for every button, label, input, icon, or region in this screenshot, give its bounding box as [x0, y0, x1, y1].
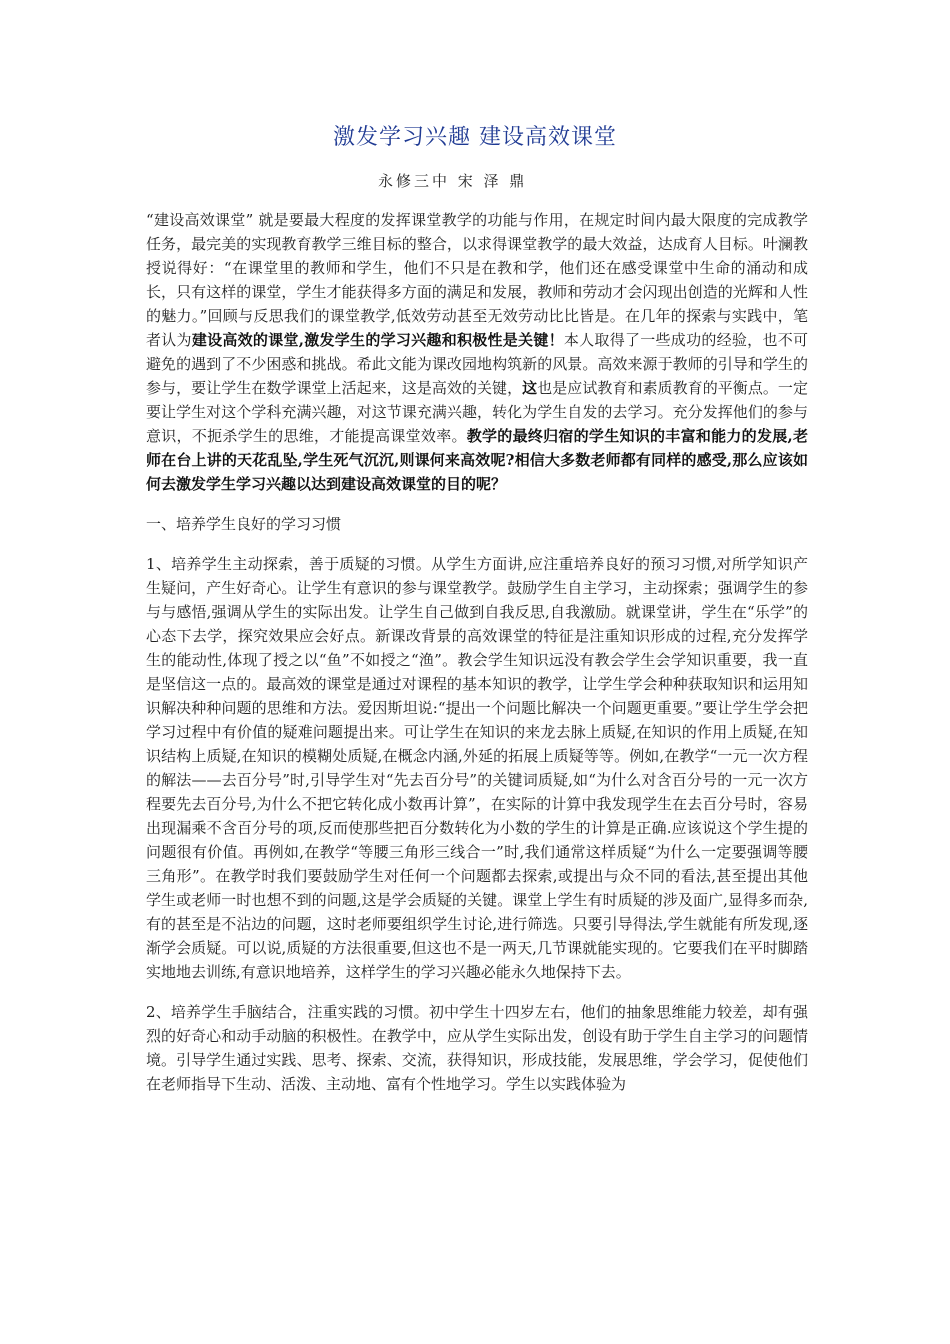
intro-bold-run: 这 [522, 379, 538, 397]
intro-paragraph [146, 208, 808, 496]
intro-text-run: 也是应试教育和素质教育的平衡点。一定要让学生对这个学科充满兴趣，对这节课充满兴趣，转化为学生自发的去学习。充分发挥他们的参与意识，不扼杀学生的思维，才能提高课堂效率。 [146, 379, 808, 445]
author-line: 永修三中 宋 泽 鼎 [378, 172, 528, 190]
intro-bold-run: 教学的最终归宿的学生知识的丰富和能力的发展,老师在台上讲的天花乱坠,学生死气沉沉,则课何来高效呢?相信大多数老师都有同样的感受,那么应该如何去激发学生学习兴趣以达到建设高效课堂的目的呢？ [146, 427, 808, 493]
intro-text-run: 本人取得了一些成功的经验，也不可避免的遇到了不少困惑和挑战。希此文能为课改园地构筑新的风景。高效来源于教师的引导和学生的参与，要让学生在数学课堂上活起来，这是高效的关键， [146, 331, 808, 397]
intro-bold-run: 建设高效的课堂,激发学生的学习兴趣和积极性是关键！ [191, 331, 564, 349]
section-heading: 一、培养学生良好的学习习惯 [146, 515, 342, 533]
document-body [146, 208, 808, 1112]
intro-text-run: “建设高效课堂” 就是要最大程度的发挥课堂教学的功能与作用，在规定时间内最大限度的完成教学任务，最完美的实现教育教学三维目标的整合，以求得课堂教学的最大效益，达成育人目标。叶澜教授说得好：“在课堂里的教师和学生，他们不只是在教和学，他们还在感受课堂中生命的涌动和成长，只有这样的课堂，学生才能获得多方面的满足和发展，教师和劳动才会闪现出创造的光辉和人性的魅力。”回顾与反思我们的课堂教学,低效劳动甚至无效劳动比比皆是。在几年的探索与实践中，笔者认为 [146, 211, 808, 349]
body-paragraph-2: 2、培养学生手脑结合，注重实践的习惯。初中学生十四岁左右，他们的抽象思维能力较差，却有强烈的好奇心和动手动脑的积极性。在教学中，应从学生实际出发，创设有助于学生自主学习的问题情境。引导学生通过实践、思考、探索、交流，获得知识，形成技能，发展思维，学会学习，促使他们在老师指导下生动、活泼、主动地、富有个性地学习。学生以实践体验为 [146, 1003, 808, 1093]
body-paragraph-1: 1、培养学生主动探索，善于质疑的习惯。从学生方面讲,应注重培养良好的预习习惯,对所学知识产生疑问，产生好奇心。让学生有意识的参与课堂教学。鼓励学生自主学习，主动探索；强调学生的参与与感悟,强调从学生的实际出发。让学生自己做到自我反思,自我激励。就课堂讲，学生在“乐学”的心态下去学，探究效果应会好点。新课改背景的高效课堂的特征是注重知识形成的过程,充分发挥学生的能动性,体现了授之以“鱼”不如授之“渔”。教会学生知识远没有教会学生会学知识重要，我一直是坚信这一点的。最高效的课堂是通过对课程的基本知识的教学，让学生学会种种获取知识和运用知识解决种种问题的思维和方法。爱因斯坦说:“提出一个问题比解决一个问题更重要。”要让学生学会把学习过程中有价值的疑难问题提出来。可让学生在知识的来龙去脉上质疑,在知识的作用上质疑,在知识结构上质疑,在知识的模糊处质疑,在概念内涵,外延的拓展上质疑等等。例如,在教学“一元一次方程的解法——去百分号”时,引导学生对“先去百分号”的关键词质疑,如“为什么对含百分号的一元一次方程要先去百分号,为什么不把它转化成小数再计算”，在实际的计算中我发现学生在去百分号时，容易出现漏乘不含百分号的项,反而使那些把百分数转化为小数的学生的计算是正确.应该说这个学生提的问题很有价值。再例如,在教学“等腰三角形三线合一”时,我们通常这样质疑“为什么一定要强调等腰三角形”。在教学时我们要鼓励学生对任何一个问题都去探索,或提出与众不同的看法,甚至提出其他学生或老师一时也想不到的问题,这是学会质疑的关键。课堂上学生有时质疑的涉及面广,显得多而杂,有的甚至是不沾边的问题，这时老师要组织学生讨论,进行筛选。只要引导得法,学生就能有所发现,逐渐学会质疑。可以说,质疑的方法很重要,但这也不是一两天,几节课就能实现的。它要我们在平时脚踏实地地去训练,有意识地培养，这样学生的学习兴趣必能永久地保持下去。 [146, 555, 808, 981]
document-title: 激发学习兴趣 建设高效课堂 [333, 125, 617, 150]
